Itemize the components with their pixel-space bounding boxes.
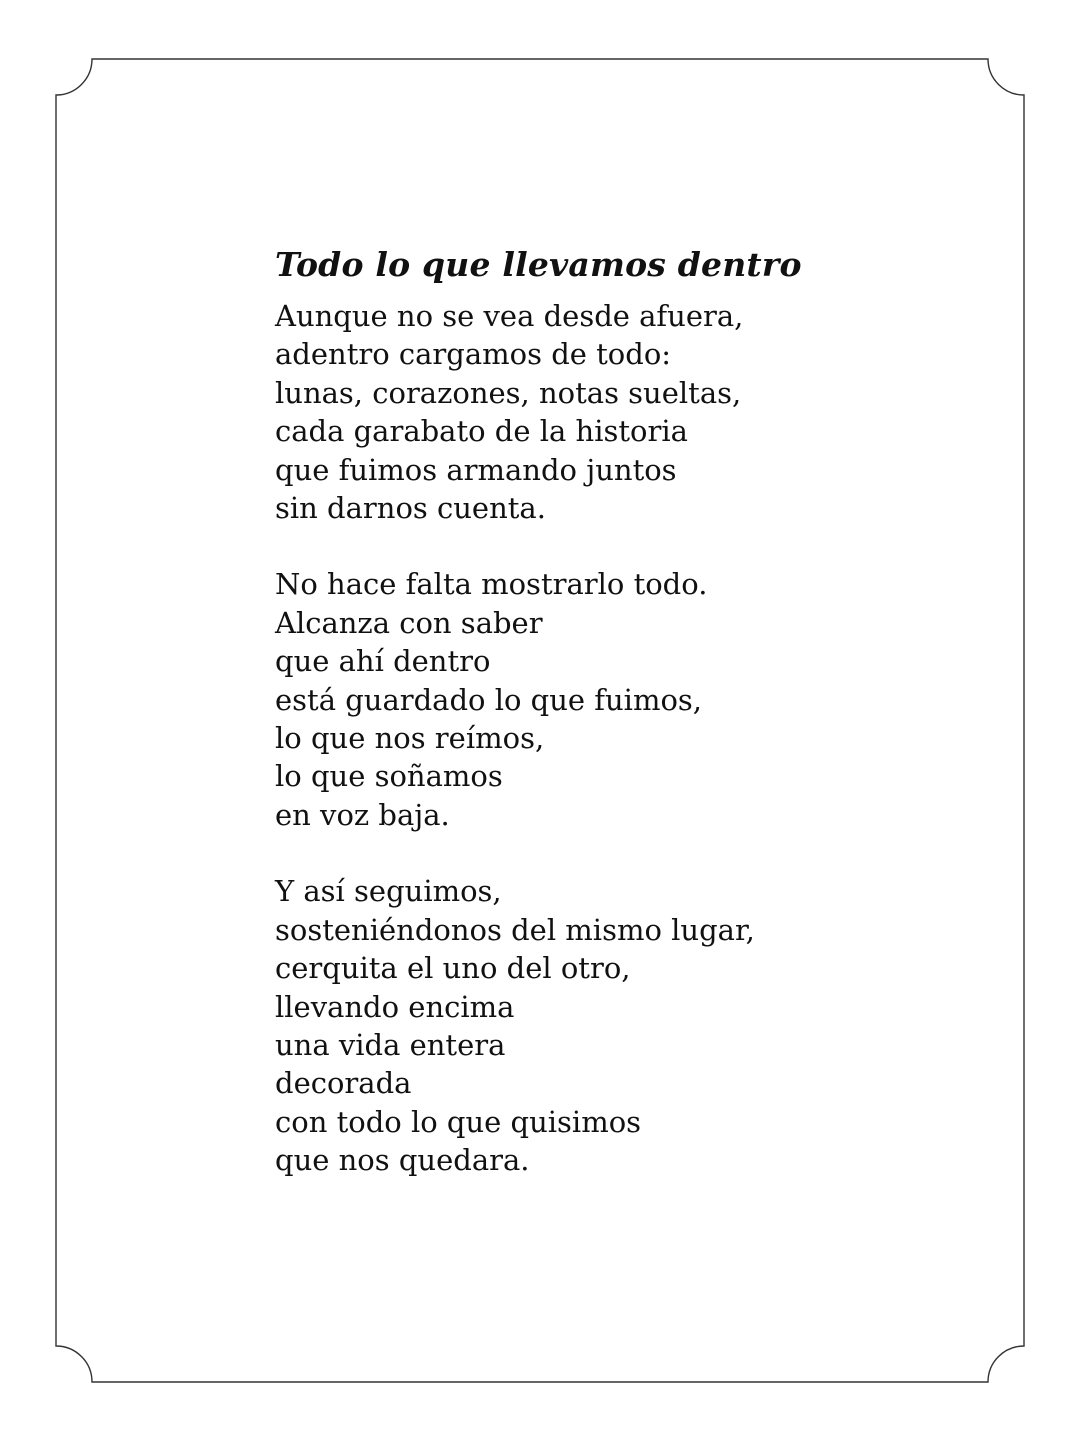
poem-line: Y así seguimos, (275, 874, 502, 909)
poem-line: que nos quedara. (275, 1143, 530, 1178)
poem-line: en voz baja. (275, 797, 450, 832)
poem-line: con todo lo que quisimos (275, 1104, 642, 1139)
poem-line: No hace falta mostrarlo todo. (275, 567, 708, 602)
poem-line: llevando encima (275, 989, 515, 1024)
stanza-1 (275, 297, 995, 527)
poem-title: Todo lo que llevamos dentro (275, 245, 802, 284)
poem-line: cerquita el uno del otro, (275, 951, 631, 986)
stanza-2 (275, 565, 995, 834)
poem-line: que ahí dentro (275, 644, 491, 679)
poem-line: lo que nos reímos, (275, 721, 545, 756)
poem-line: lunas, corazones, notas sueltas, (275, 375, 742, 410)
poem-line: Alcanza con saber (275, 605, 543, 640)
poem-line: sin darnos cuenta. (275, 491, 546, 526)
poem-line: sosteniéndonos del mismo lugar, (275, 912, 755, 947)
poem-line: Aunque no se vea desde afuera, (275, 299, 744, 333)
poem-line: adentro cargamos de todo: (275, 337, 672, 372)
poem-line: decorada (275, 1066, 412, 1101)
stanza-3 (275, 872, 995, 1179)
poem (275, 243, 995, 1180)
poem-line: lo que soñamos (275, 759, 503, 794)
poem-line: está guardado lo que fuimos, (275, 682, 703, 717)
poem-line: que fuimos armando juntos (275, 452, 677, 487)
poem-line: una vida entera (275, 1027, 506, 1062)
poem-line: cada garabato de la historia (275, 414, 688, 449)
